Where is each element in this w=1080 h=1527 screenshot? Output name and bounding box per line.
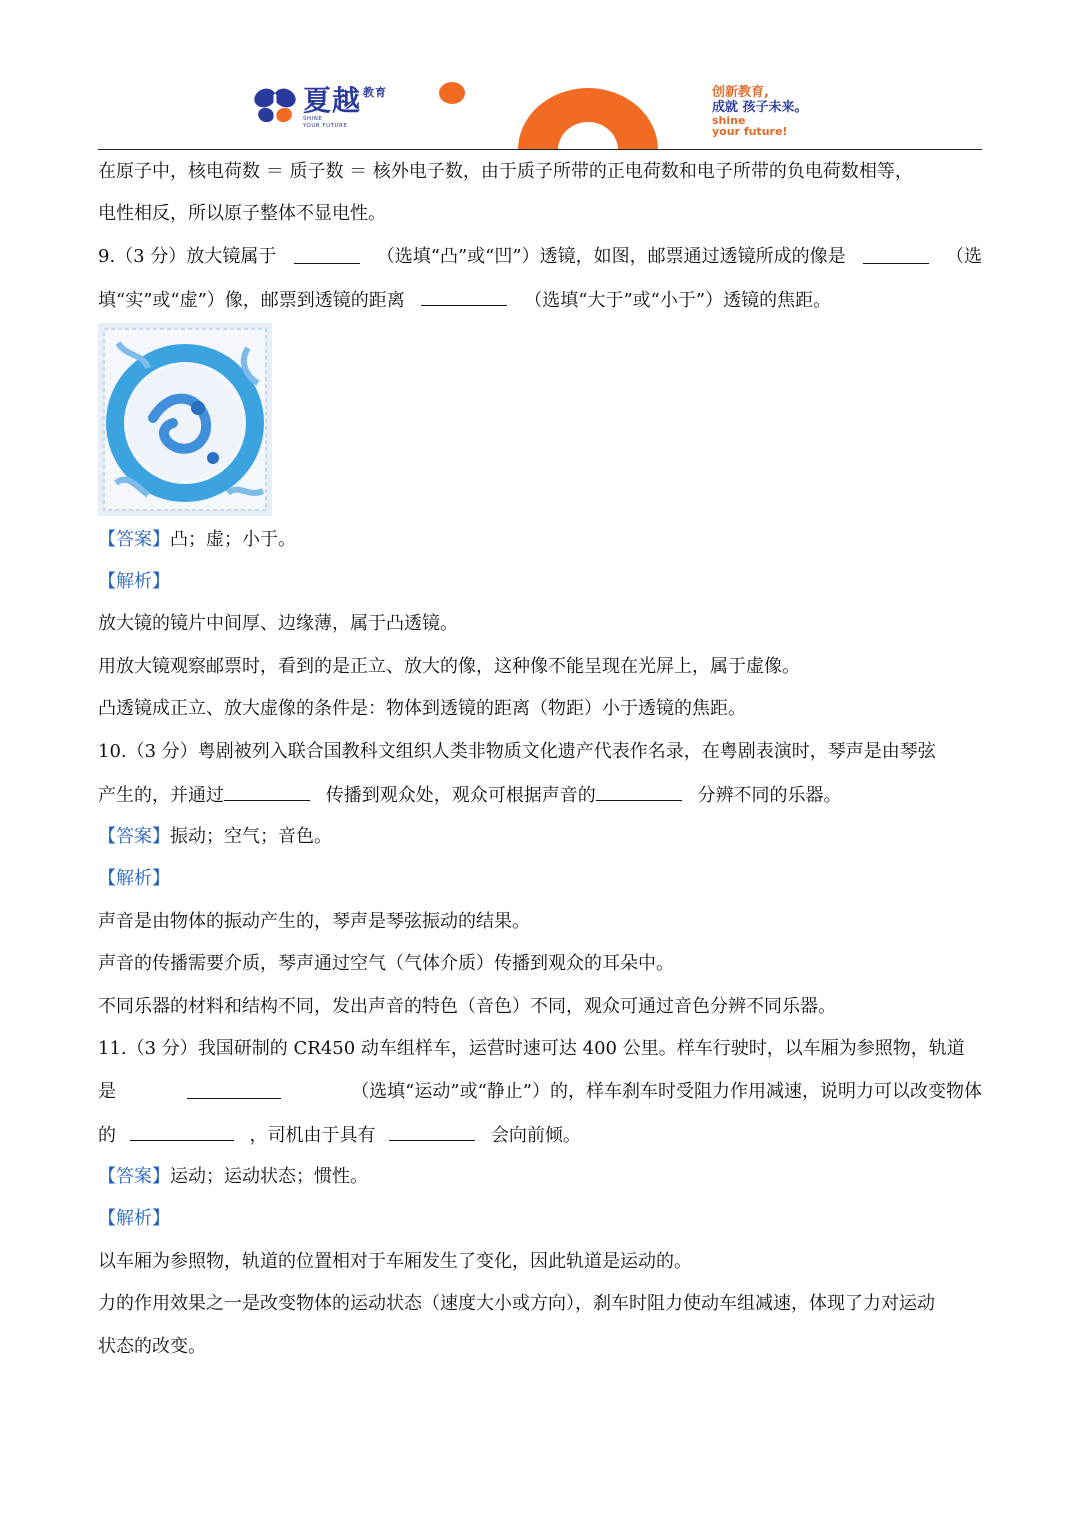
analysis-tag: 【解析】 [98, 1208, 170, 1229]
question-11-line-2 [98, 1080, 982, 1104]
analysis-tag: 【解析】 [98, 868, 170, 889]
question-text: 填“实”或“虚”）像，邮票到透镜的距离 [98, 290, 405, 311]
brand-name: 夏越 [303, 84, 362, 117]
question-11-line-3 [98, 1122, 982, 1148]
slogan-line: 创新教育, [712, 85, 769, 100]
question-11-line-1: 11.（3 分）我国研制的 CR450 动车组样车，运营时速可达 400 公里。样车行驶时，以车厢为参照物，轨道 [98, 1038, 965, 1059]
question-9-line-1 [98, 245, 982, 269]
analysis-text: 声音的传播需要介质，琴声通过空气（气体介质）传播到观众的耳朵中。 [98, 953, 674, 974]
slogan [712, 85, 852, 137]
stamp-under-magnifier-image [98, 323, 272, 516]
analysis-text: 以车厢为参照物，轨道的位置相对于车厢发生了变化，因此轨道是运动的。 [98, 1251, 692, 1272]
answer-text: 运动；运动状态；惯性。 [170, 1166, 368, 1187]
question-9-line-2 [98, 287, 982, 313]
text-line: 电性相反，所以原子整体不显电性。 [98, 203, 386, 224]
answer-text: 凸；虚；小于。 [170, 529, 296, 550]
question-text: ，司机由于具有 [249, 1125, 376, 1146]
question-text: 产生的，并通过 [98, 785, 224, 806]
question-text: （选填“凸”或“凹”）透镜，如图，邮票通过透镜所成的像是 [376, 246, 846, 267]
answer-blank[interactable] [863, 245, 929, 264]
answer-blank[interactable] [389, 1122, 475, 1141]
brand-sub: 教育 [363, 86, 388, 99]
analysis-tag: 【解析】 [98, 571, 170, 592]
question-text: （选填“大于”或“小于”）透镜的焦距。 [524, 290, 832, 311]
analysis-text: 状态的改变。 [98, 1336, 206, 1357]
answer-tag: 【答案】 [98, 826, 170, 847]
answer-text: 振动；空气；音色。 [170, 826, 332, 847]
answer-line [98, 1165, 982, 1189]
answer-line [98, 825, 982, 849]
question-text: 分辨不同的乐器。 [697, 785, 842, 806]
answer-line [98, 528, 982, 552]
analysis-text: 放大镜的镜片中间厚、边缘薄，属于凸透镜。 [98, 613, 458, 634]
header-divider [98, 149, 982, 150]
analysis-text: 凸透镜成正立、放大虚像的条件是：物体到透镜的距离（物距）小于透镜的焦距。 [98, 698, 746, 719]
text-line: 在原子中，核电荷数 ＝ 质子数 ＝ 核外电子数，由于质子所带的正电荷数和电子所带的负电荷数相等， [98, 161, 913, 182]
analysis-text: 用放大镜观察邮票时，看到的是正立、放大的像，这种像不能呈现在光屏上，属于虚像。 [98, 656, 800, 677]
slogan-line: your future! [712, 125, 788, 138]
analysis-text: 声音是由物体的振动产生的，琴声是琴弦振动的结果。 [98, 911, 530, 932]
analysis-text: 不同乐器的材料和结构不同，发出声音的特色（音色）不同，观众可通过音色分辨不同乐器。 [98, 996, 836, 1017]
brand-logo [253, 86, 387, 136]
orange-dot-icon [438, 81, 466, 105]
question-10-line-1: 10.（3 分）粤剧被列入联合国教科文组织人类非物质文化遗产代表作名录，在粤剧表演时，琴声是由琴弦 [98, 741, 936, 762]
question-10-line-2 [98, 782, 982, 808]
slogan-line: shine [712, 114, 746, 127]
answer-blank[interactable] [130, 1122, 234, 1141]
page-header [98, 70, 982, 150]
brand-tagline: SHINE [303, 116, 323, 122]
answer-blank[interactable] [294, 245, 360, 264]
question-text: 9.（3 分）放大镜属于 [98, 246, 277, 267]
answer-blank[interactable] [187, 1080, 281, 1099]
answer-tag: 【答案】 [98, 1166, 170, 1187]
answer-blank[interactable] [224, 782, 310, 801]
answer-tag: 【答案】 [98, 529, 170, 550]
butterfly-logo-icon [253, 86, 297, 126]
question-text: （选填“运动”或“静止”）的，样车刹车时受阻力作用减速，说明力可以改变物体 [351, 1081, 982, 1102]
brand-tagline: YOUR FUTURE [303, 123, 348, 129]
question-text: 是 [98, 1081, 116, 1102]
question-text: 的 [98, 1125, 116, 1146]
answer-blank[interactable] [421, 287, 507, 306]
answer-blank[interactable] [596, 782, 682, 801]
orange-arch-icon [518, 88, 658, 150]
analysis-text: 力的作用效果之一是改变物体的运动状态（速度大小或方向），刹车时阻力使动车组减速，体现了力对运动 [98, 1293, 935, 1314]
question-text: 会向前倾。 [490, 1125, 581, 1146]
question-text: 传播到观众处，观众可根据声音的 [325, 785, 596, 806]
question-text: （选 [945, 246, 982, 267]
slogan-line: 成就 孩子未来。 [712, 100, 808, 115]
